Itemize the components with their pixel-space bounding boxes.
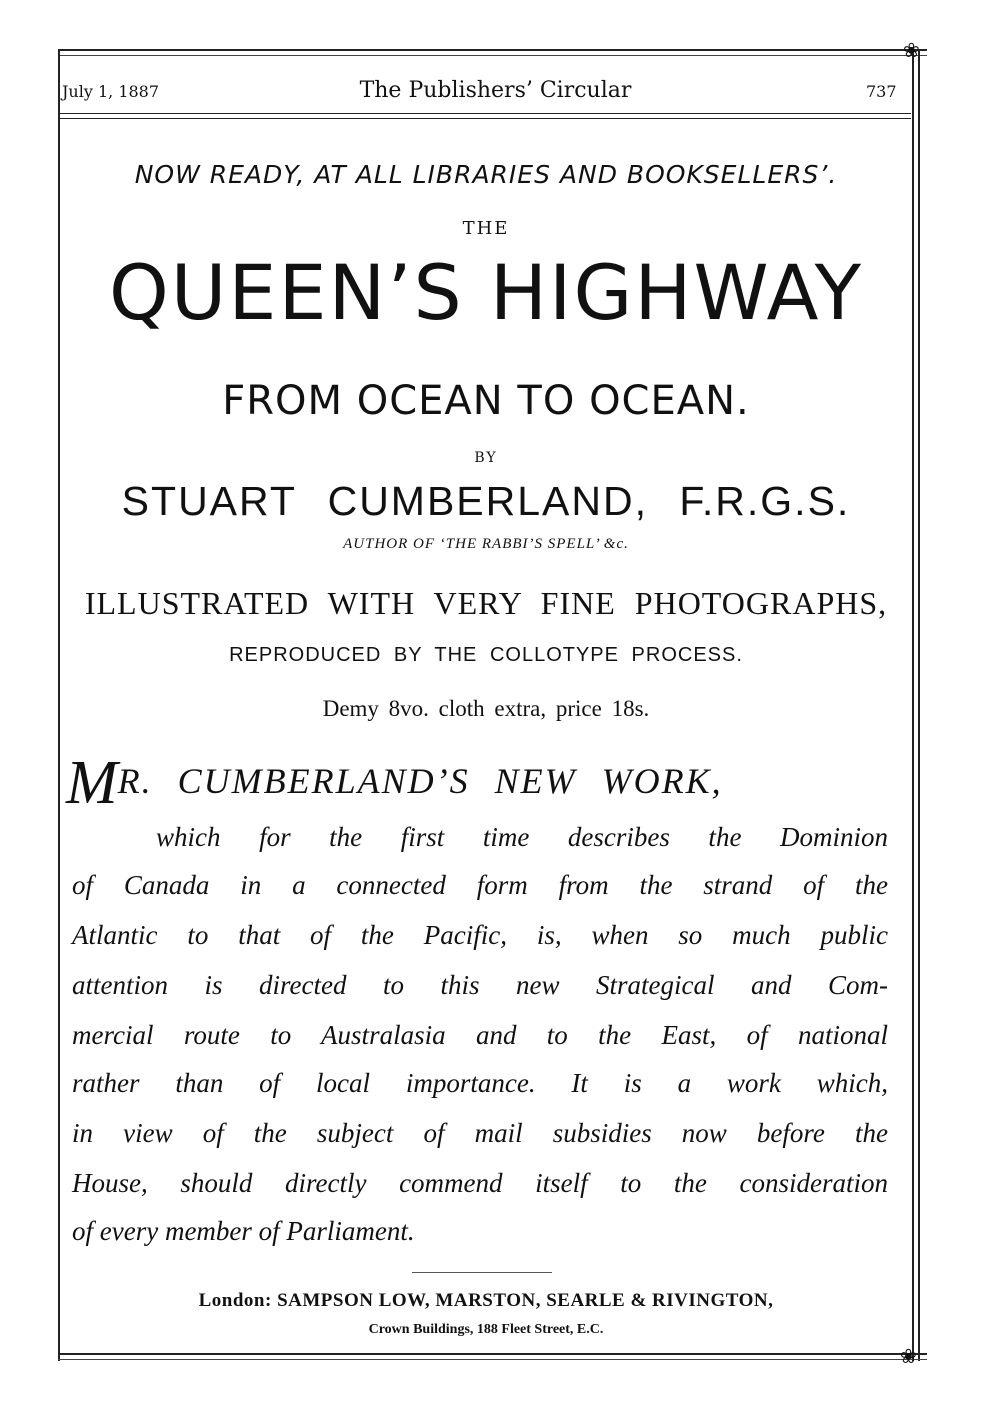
book-subtitle: FROM OCEAN TO OCEAN. bbox=[222, 378, 750, 424]
journal-title: The Publishers’ Circular bbox=[359, 78, 632, 103]
bottom-border-rule bbox=[58, 1353, 927, 1355]
bottom-border-rule-inner bbox=[58, 1359, 927, 1360]
description-line: attention is directed to this new Strategical and Com- bbox=[72, 970, 888, 1000]
right-border-rule-outer bbox=[918, 49, 920, 1361]
process-note: REPRODUCED BY THE COLLOTYPE PROCESS. bbox=[229, 644, 743, 666]
header-rule-lower bbox=[60, 118, 911, 119]
description-heading bbox=[66, 749, 896, 817]
description-line: of every member of Parliament. bbox=[72, 1216, 415, 1246]
description-line: Atlantic to that of the Pacific, is, when so much public bbox=[72, 920, 888, 950]
description-line: House, should directly commend itself to the consideration bbox=[72, 1168, 888, 1198]
page-number: 737 bbox=[866, 82, 897, 101]
price-line: Demy 8vo. cloth extra, price 18s. bbox=[322, 696, 650, 721]
description-line: which for the first time describes the Dominion bbox=[156, 822, 888, 852]
description-heading-text: R. CUMBERLAND’S NEW WORK, bbox=[117, 761, 723, 801]
header-rule bbox=[60, 113, 911, 114]
right-border-rule bbox=[912, 49, 914, 1361]
publisher-line: London: SAMPSON LOW, MARSTON, SEARLE & RIVINGTON, bbox=[198, 1290, 774, 1311]
header-date: July 1, 1887 bbox=[62, 82, 160, 101]
author-name: STUART CUMBERLAND, F.R.G.S. bbox=[121, 478, 851, 524]
corner-ornament-bottom-icon: ❀ bbox=[900, 1344, 917, 1368]
top-border-rule bbox=[58, 49, 927, 51]
book-title: QUEEN’S HIGHWAY bbox=[108, 248, 863, 337]
title-article: THE bbox=[462, 218, 510, 239]
description-line: mercial route to Australasia and to the East, of national bbox=[72, 1020, 888, 1050]
announcement: NOW READY, AT ALL LIBRARIES AND BOOKSELLERS’. bbox=[134, 160, 838, 189]
by-label: BY bbox=[474, 450, 498, 466]
top-border-rule-inner bbox=[58, 55, 927, 56]
description-line: of Canada in a connected form from the strand of the bbox=[72, 870, 888, 900]
illustration-note: ILLUSTRATED WITH VERY FINE PHOTOGRAPHS, bbox=[84, 585, 888, 621]
publisher-address: Crown Buildings, 188 Fleet Street, E.C. bbox=[368, 1322, 604, 1337]
drop-cap: M bbox=[66, 749, 118, 817]
divider bbox=[412, 1272, 552, 1273]
corner-ornament-icon: ❀ bbox=[903, 38, 920, 62]
author-credits: AUTHOR OF ‘THE RABBI’S SPELL’ &c. bbox=[343, 536, 629, 552]
description-line: in view of the subject of mail subsidies now before the bbox=[72, 1118, 888, 1148]
description-line: rather than of local importance. It is a work which, bbox=[72, 1068, 888, 1098]
